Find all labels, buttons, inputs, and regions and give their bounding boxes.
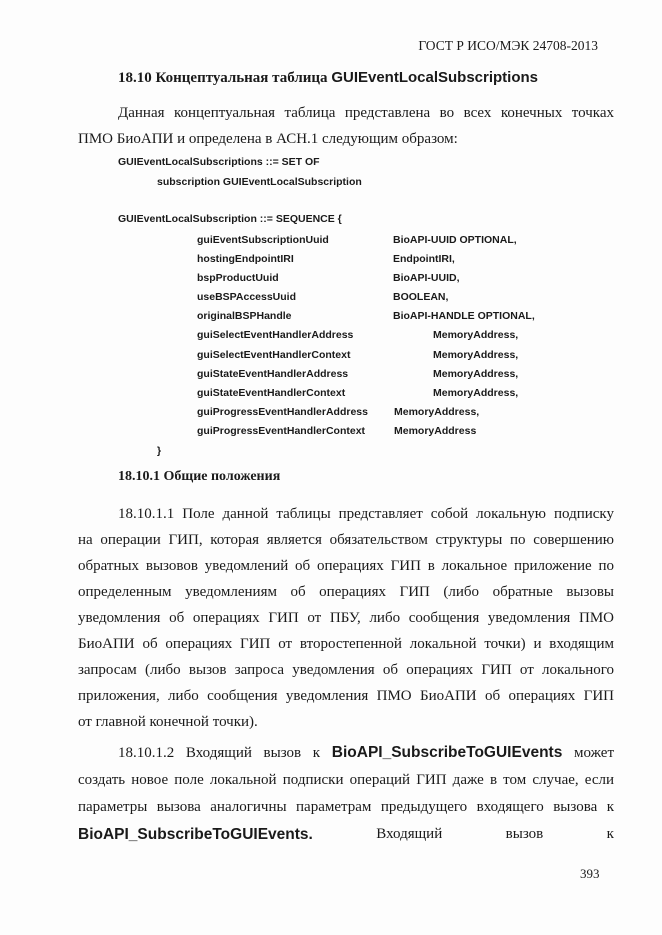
asn-field-type: BioAPI-HANDLE OPTIONAL, [393, 310, 535, 322]
paragraph-word: вызов [505, 826, 544, 842]
paragraph-18-10-1-1 [78, 501, 614, 735]
asn-field-name: originalBSPHandle [197, 310, 292, 322]
section-heading [118, 69, 538, 87]
asn-field-type: BioAPI-UUID, [393, 272, 460, 284]
asn-field-name: bspProductUuid [197, 272, 279, 284]
paragraph-word: Входящий [376, 826, 443, 842]
asn-field-type: EndpointIRI, [393, 253, 455, 265]
asn-def-set-item: subscription GUIEventLocalSubscription [157, 176, 362, 188]
paragraph-word: к [606, 826, 614, 842]
paragraph-line: БиоАПИ об операциях ГИП от второстепенной локальной точки) и входящим [78, 636, 614, 652]
asn-field-name: guiProgressEventHandlerAddress [197, 406, 368, 418]
paragraph-line: создать новое поле локальной подписки операций ГИП даже в том случае, если [78, 772, 614, 788]
asn-field-name: useBSPAccessUuid [197, 291, 297, 303]
asn-field-name: hostingEndpointIRI [197, 253, 294, 265]
paragraph-18-10-1-2 [78, 739, 614, 848]
section-number-title: 18.10 Концептуальная таблица [118, 70, 332, 86]
asn-field-type: MemoryAddress, [433, 349, 519, 361]
asn-field-type: MemoryAddress, [433, 329, 519, 341]
asn-field-name: guiSelectEventHandlerAddress [197, 329, 354, 341]
asn-field-name: guiSelectEventHandlerContext [197, 349, 351, 361]
intro-line-2: ПМО БиоАПИ и определена в АСН.1 следующим образом: [78, 131, 458, 147]
asn-field-name: guiEventSubscriptionUuid [197, 234, 329, 246]
asn-def-sequence: GUIEventLocalSubscription ::= SEQUENCE { [118, 213, 342, 225]
paragraph-line: на операции ГИП, которая является обязательством структуры по совершению [78, 532, 614, 548]
asn-field-type: BioAPI-UUID OPTIONAL, [393, 234, 517, 246]
asn-field-type: MemoryAddress, [433, 387, 519, 399]
paragraph-line: приложения, либо сообщения уведомления ПМО БиоАПИ об операциях ГИП [78, 688, 614, 704]
paragraph-line: от главной конечной точки). [78, 714, 258, 730]
paragraph-line: 18.10.1.1 Поле данной таблицы представляет собой локальную подписку [118, 506, 614, 522]
standard-header: ГОСТ Р ИСО/МЭК 24708-2013 [418, 38, 598, 53]
asn-field-type: BOOLEAN, [393, 291, 449, 303]
intro-paragraph [78, 100, 614, 152]
paragraph-line: запросам (либо вызов запроса уведомления об операциях ГИП от локального [78, 662, 614, 678]
paragraph-text: 18.10.1.2 Входящий вызов к [118, 745, 332, 761]
asn-field-type: MemoryAddress, [433, 368, 519, 380]
subsection-heading: 18.10.1 Общие положения [118, 469, 281, 484]
asn-closing-brace: } [157, 445, 162, 457]
intro-line-1: Данная концептуальная таблица представлена во всех конечных точках [118, 105, 614, 121]
paragraph-text: может [562, 745, 615, 761]
asn-field-name: guiStateEventHandlerAddress [197, 368, 349, 380]
asn-def-set: GUIEventLocalSubscriptions ::= SET OF [118, 156, 320, 168]
function-name: BioAPI_SubscribeToGUIEvents [331, 744, 563, 761]
page-number: 393 [580, 866, 600, 881]
function-name: BioAPI_SubscribeToGUIEvents. [78, 826, 313, 843]
asn-field-name: guiProgressEventHandlerContext [197, 425, 366, 437]
section-table-name: GUIEventLocalSubscriptions [331, 69, 539, 86]
paragraph-line: определенным уведомлениям об операциях ГИП (либо обратные вызовы [78, 584, 614, 600]
asn-field-name: guiStateEventHandlerContext [197, 387, 346, 399]
paragraph-line [78, 821, 614, 848]
asn-field-type: MemoryAddress [394, 425, 477, 437]
asn-field-type: MemoryAddress, [394, 406, 480, 418]
paragraph-line: обратных вызовов уведомлений об операциях ГИП в локальное приложение по [78, 558, 614, 574]
paragraph-line: уведомления об операциях ГИП от ПБУ, либо сообщения уведомления ПМО [78, 610, 614, 626]
paragraph-line [78, 739, 614, 767]
paragraph-line: параметры вызова аналогичны параметрам предыдущего входящего вызова к [78, 799, 614, 815]
